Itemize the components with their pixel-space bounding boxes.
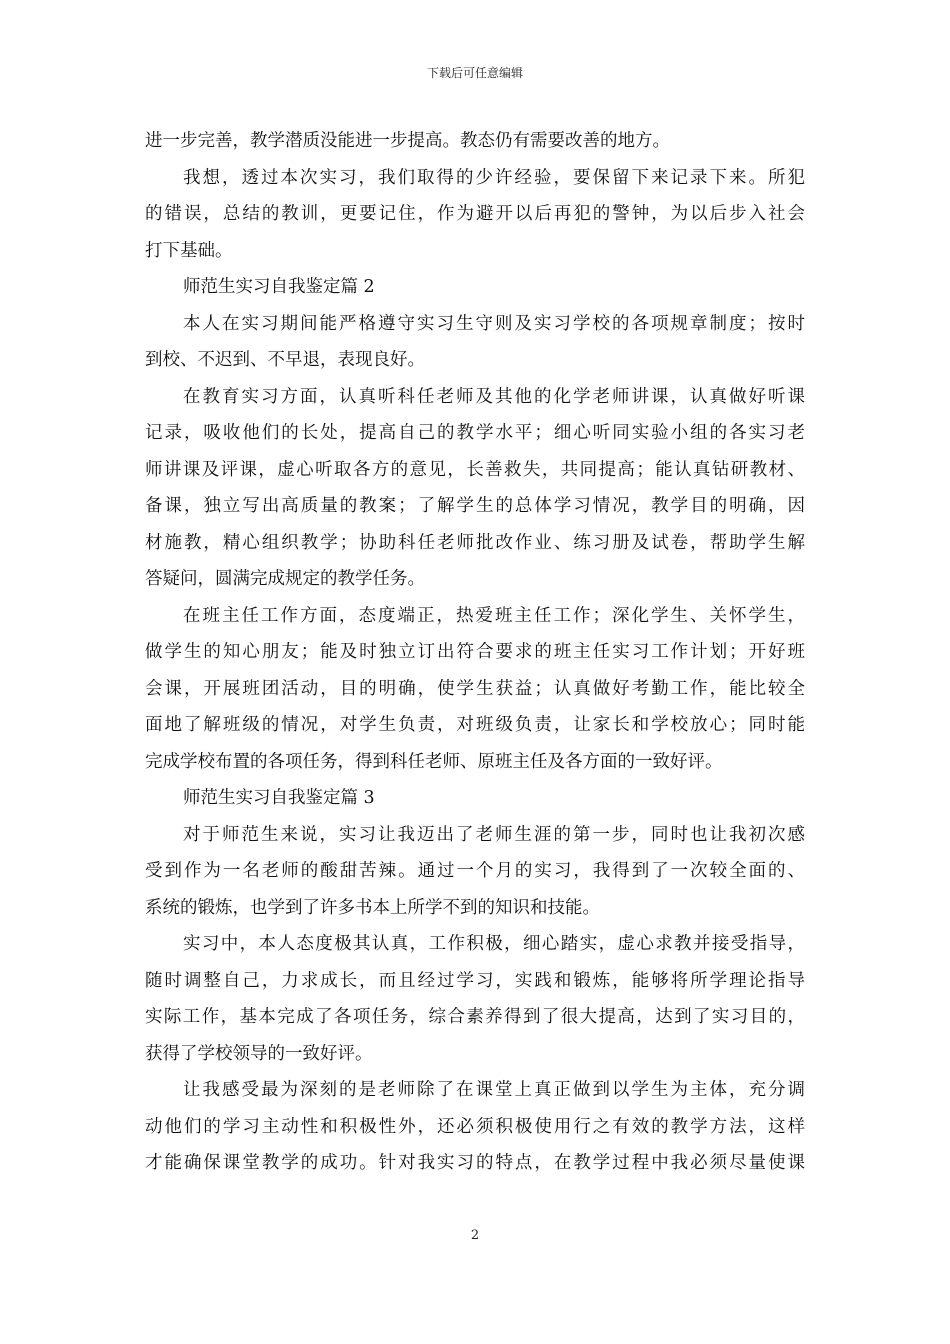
- text-line: 在班主任工作方面，态度端正，热爱班主任工作；深化学生、关怀学生，: [183, 605, 805, 626]
- text-line: 师范生实习自我鉴定篇 3: [183, 788, 375, 808]
- text-line: 我想，透过本次实习，我们取得的少许经验，要保留下来记录下来。所犯: [183, 167, 805, 188]
- text-line: 对于师范生来说，实习让我迈出了老师生涯的第一步，同时也让我初次感: [183, 824, 805, 845]
- page-header: 下载后可任意编辑: [426, 66, 523, 80]
- page-number: 2: [470, 1228, 480, 1243]
- text-line: 师范生实习自我鉴定篇 2: [183, 277, 375, 297]
- text-line: 获得了学校领导的一致好评。: [145, 1043, 373, 1064]
- text-line: 打下基础。: [145, 240, 233, 261]
- text-line: 系统的锻炼，也学到了许多书本上所学不到的知识和技能。: [145, 897, 600, 918]
- text-line: 才能确保课堂教学的成功。针对我实习的特点，在教学过程中我必须尽量使课: [145, 1153, 805, 1173]
- text-line: 做学生的知心朋友；能及时独立订出符合要求的班主任实习工作计划；开好班: [145, 642, 805, 662]
- text-line: 面地了解班级的情况，对学生负责，对班级负责，让家长和学校放心；同时能: [145, 715, 805, 735]
- text-line: 在教育实习方面，认真听科任老师及其他的化学老师讲课，认真做好听课: [183, 386, 805, 407]
- text-line: 的错误，总结的教训，更要记住，作为避开以后再犯的警钟，为以后步入社会: [145, 204, 805, 224]
- text-line: 备课，独立写出高质量的教案；了解学生的总体学习情况，教学目的明确，因: [145, 496, 805, 516]
- text-line: 动他们的学习主动性和积极性外，还必须积极使用行之有效的教学方法，这样: [145, 1116, 805, 1137]
- text-line: 完成学校布置的各项任务，得到科任老师、原班主任及各方面的一致好评。: [145, 751, 723, 772]
- text-line: 师讲课及评课，虚心听取各方的意见，长善救失，共同提高；能认真钻研教材、: [145, 459, 805, 480]
- text-line: 会课，开展班团活动，目的明确，使学生获益；认真做好考勤工作，能比较全: [145, 678, 805, 699]
- text-line: 让我感受最为深刻的是老师除了在课堂上真正做到以学生为主体，充分调: [183, 1080, 805, 1100]
- text-line: 进一步完善，教学潜质没能进一步提高。教态仍有需要改善的地方。: [145, 131, 670, 151]
- document-body: [145, 123, 805, 1182]
- text-line: 材施教，精心组织教学；协助科任老师批改作业、练习册及试卷，帮助学生解: [145, 532, 805, 553]
- text-line: 答疑问，圆满完成规定的教学任务。: [145, 569, 425, 589]
- text-line: 实习中，本人态度极其认真，工作积极，细心踏实，虚心求教并接受指导，: [183, 934, 805, 954]
- text-line: 随时调整自己，力求成长，而且经过学习，实践和锻炼，能够将所学理论指导: [145, 970, 805, 991]
- text-line: 实际工作，基本完成了各项任务，综合素养得到了很大提高，达到了实习目的，: [145, 1007, 805, 1027]
- text-line: 记录，吸收他们的长处，提高自己的教学水平；细心听同实验小组的各实习老: [145, 423, 805, 443]
- text-line: 到校、不迟到、不早退，表现良好。: [145, 350, 425, 370]
- text-line: 受到作为一名老师的酸甜苦辣。通过一个月的实习，我得到了一次较全面的、: [145, 861, 805, 881]
- text-line: 本人在实习期间能严格遵守实习生守则及实习学校的各项规章制度；按时: [183, 313, 805, 334]
